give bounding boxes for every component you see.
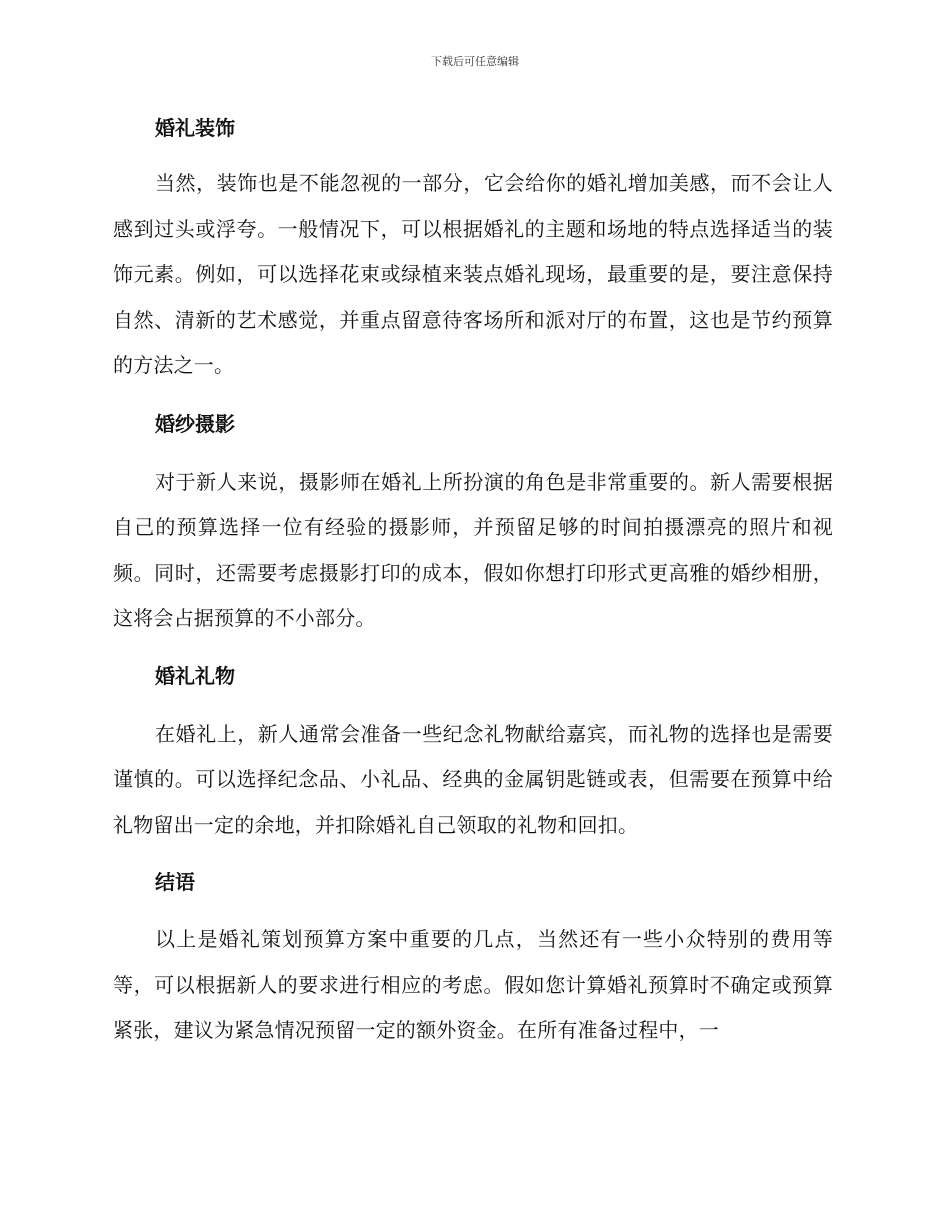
section-heading: 结语 xyxy=(155,870,195,894)
section-wedding-gifts xyxy=(113,661,833,849)
section-paragraph: 对于新人来说，摄影师在婚礼上所扮演的角色是非常重要的。新人需要根据自己的预算选择一位有经验的摄影师，并预留足够的时间拍摄漂亮的照片和视频。同时，还需要考虑摄影打印的成本，假如你想打印形式更高雅的婚纱相册，这将会占据预算的不小部分。 xyxy=(113,469,833,630)
section-heading: 婚礼装饰 xyxy=(155,116,235,140)
section-heading: 婚礼礼物 xyxy=(155,663,235,688)
section-paragraph: 以上是婚礼策划预算方案中重要的几点，当然还有一些小众特别的费用等等，可以根据新人的要求进行相应的考虑。假如您计算婚礼预算时不确定或预算紧张，建议为紧急情况预留一定的额外资金。在所有准备过程中，一 xyxy=(113,927,833,1042)
section-conclusion xyxy=(113,867,833,1054)
section-paragraph: 当然，装饰也是不能忽视的一部分，它会给你的婚礼增加美感，而不会让人感到过头或浮夸。一般情况下，可以根据婚礼的主题和场地的特点选择适当的装饰元素。例如，可以选择花束或绿植来装点婚礼现场，最重要的是，要注意保持自然、清新的艺术感觉，并重点留意待客场所和派对厅的布置，这也是节约预算的方法之一。 xyxy=(113,171,833,377)
section-heading: 婚纱摄影 xyxy=(155,411,235,436)
page-header-note: 下载后可任意编辑 xyxy=(431,55,519,68)
section-wedding-photography xyxy=(113,409,833,642)
document-body xyxy=(113,113,833,1054)
section-wedding-decoration xyxy=(113,113,833,389)
section-paragraph: 在婚礼上，新人通常会准备一些纪念礼物献给嘉宾，而礼物的选择也是需要谨慎的。可以选择纪念品、小礼品、经典的金属钥匙链或表，但需要在预算中给礼物留出一定的余地，并扣除婚礼自己领取的礼物和回扣。 xyxy=(113,721,833,837)
